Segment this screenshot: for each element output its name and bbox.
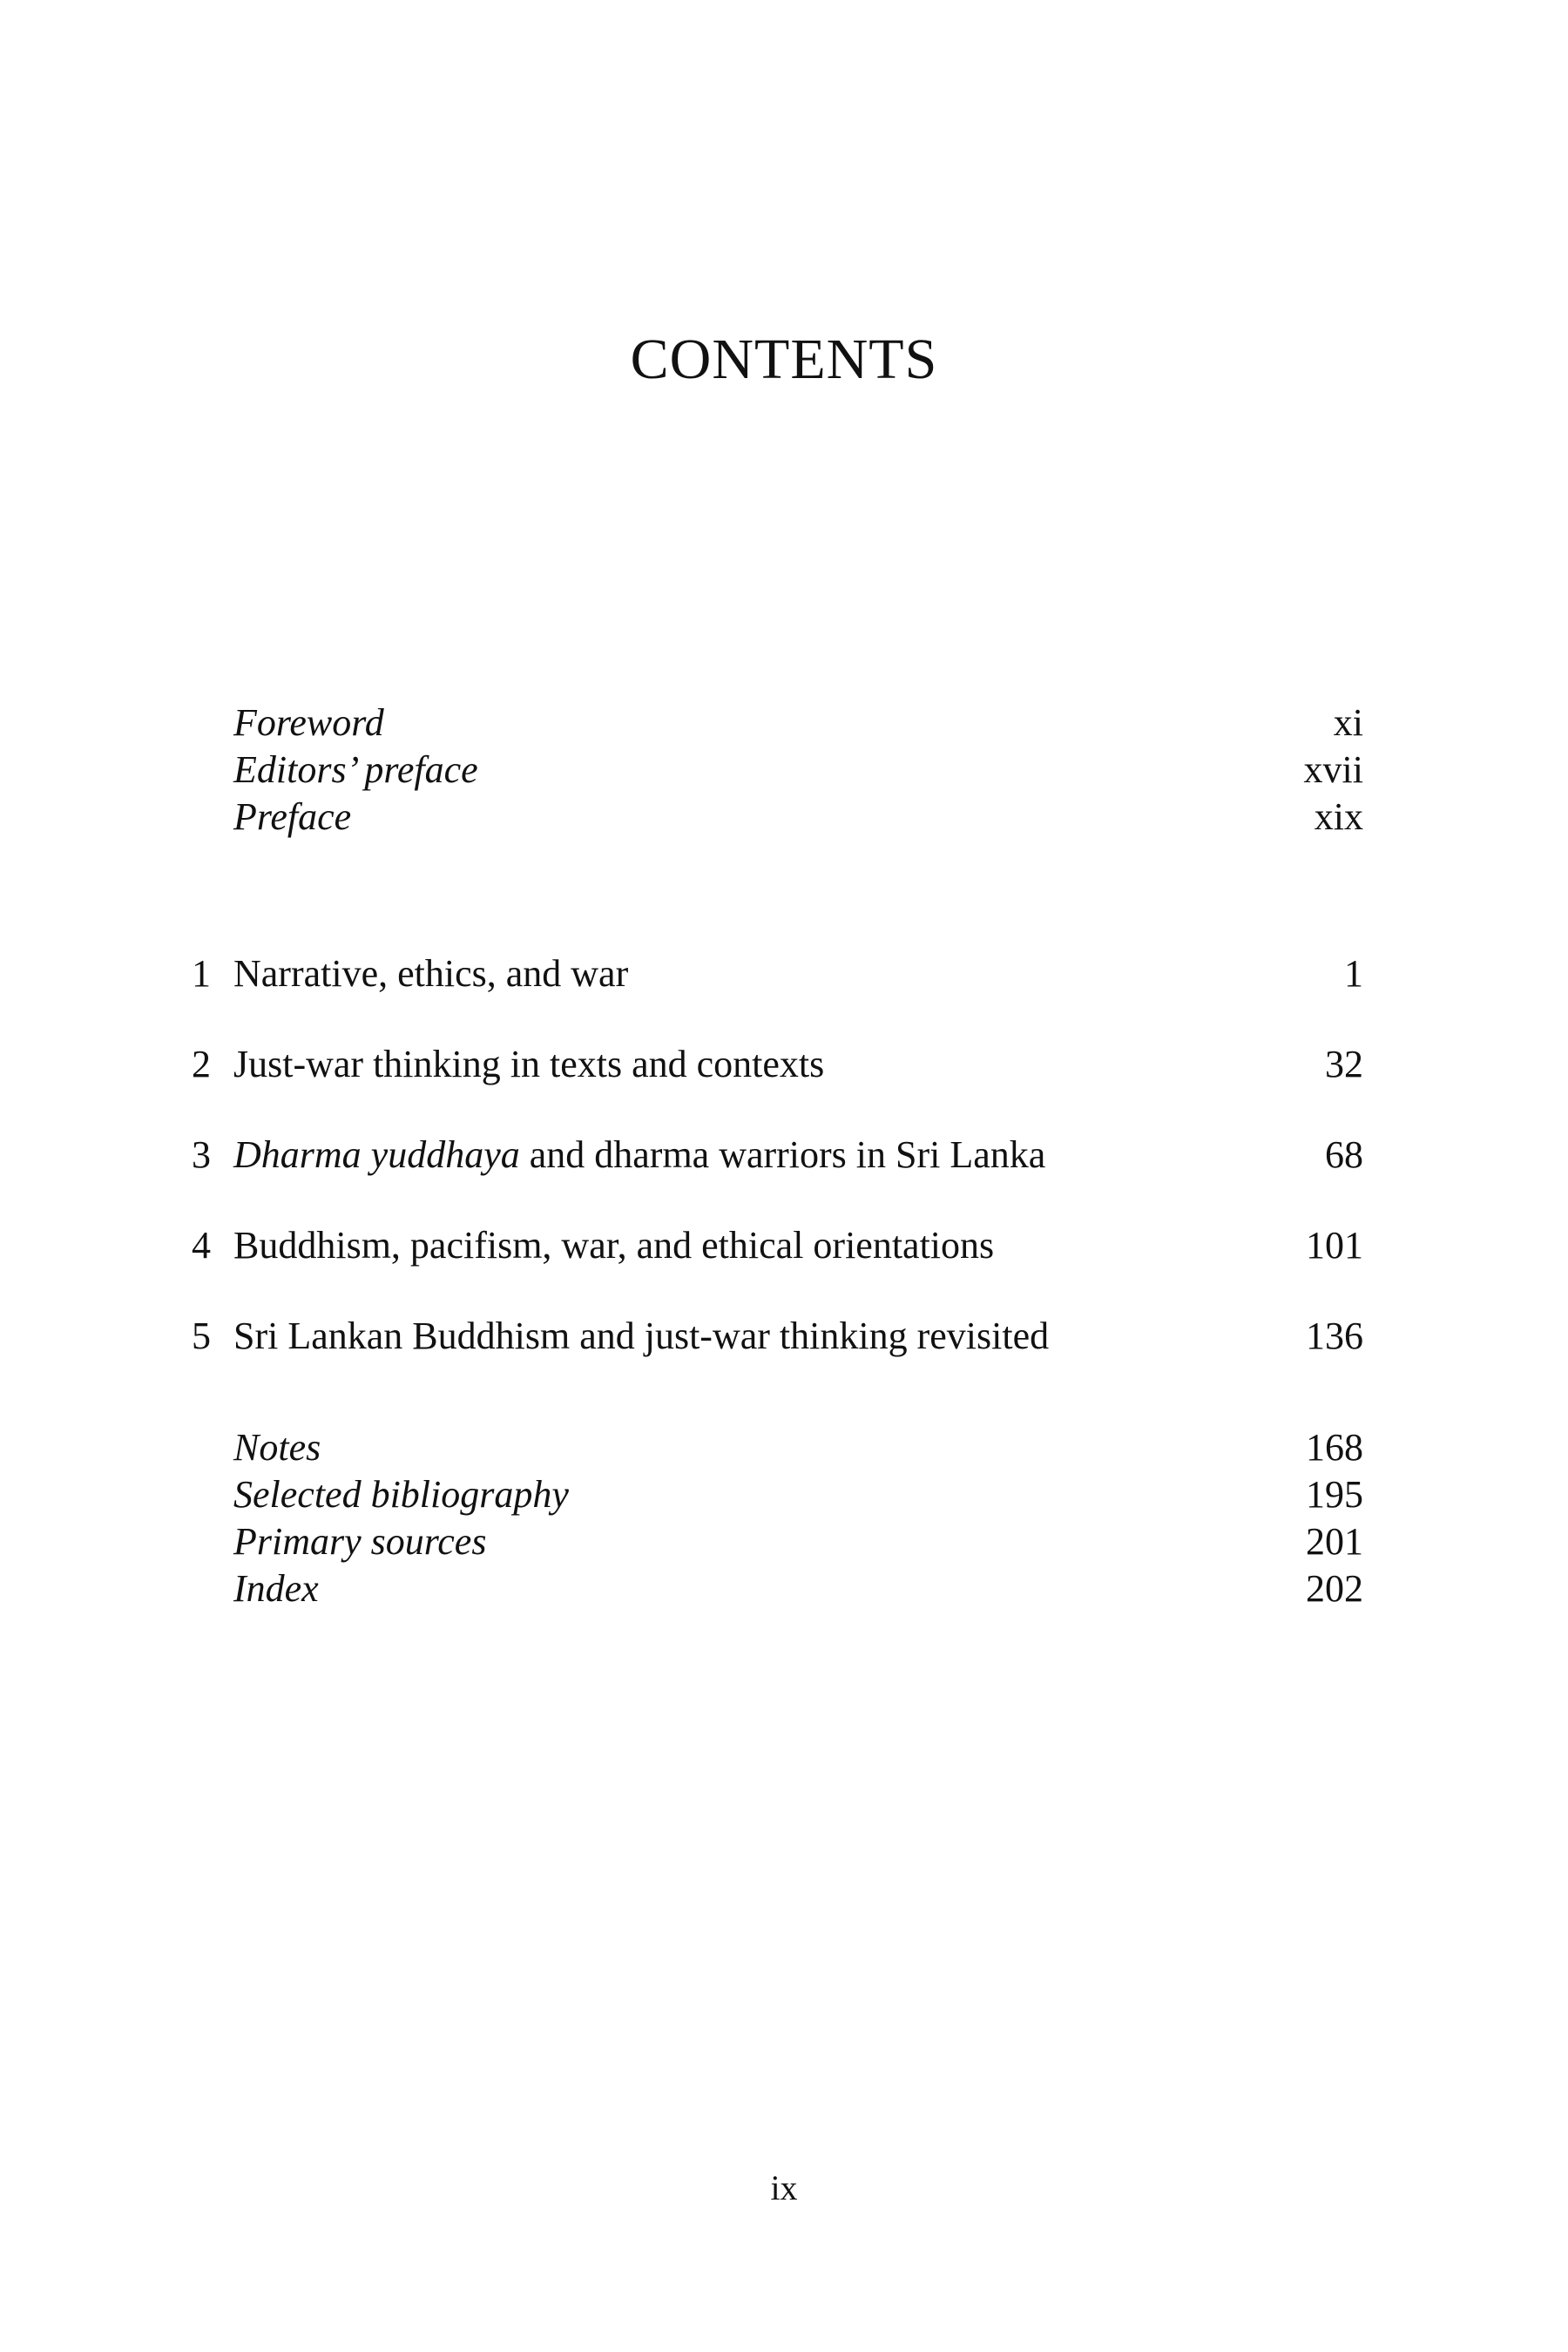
chapter-page: 68 [1325,1133,1363,1176]
toc-entry-selected-bibliography[interactable] [192,1470,1363,1519]
toc-chapter-4[interactable] [192,1221,1363,1270]
chapter-title-text: Just-war thinking in texts and contexts [233,1043,825,1085]
chapter-number: 3 [192,1133,211,1176]
chapter-title-text: Buddhism, pacifism, war, and ethical orientations [233,1224,995,1267]
chapter-number: 5 [192,1315,211,1357]
toc-entry-preface[interactable] [192,793,1363,841]
toc-entry-label: Notes [233,1426,321,1469]
toc-entry-label: Index [233,1567,319,1610]
chapter-title [233,1131,1045,1179]
page-number-folio: ix [770,2168,798,2207]
toc-entry-page: 202 [1306,1567,1363,1610]
toc-entry-primary-sources[interactable] [192,1517,1363,1566]
toc-entry-page: 195 [1306,1473,1363,1516]
toc-entry-page: 201 [1306,1520,1363,1563]
chapter-page: 32 [1325,1043,1363,1085]
toc-entry-index[interactable] [192,1565,1363,1613]
toc-entry-notes[interactable] [192,1423,1363,1472]
chapter-title-italic: Dharma yuddhaya [233,1133,520,1176]
chapter-title [233,1312,1049,1361]
toc-entry-label: Editors’ preface [233,748,478,791]
chapter-title-text: Narrative, ethics, and war [233,952,629,995]
toc-entry-page: 168 [1306,1426,1363,1469]
chapter-title [233,1221,994,1270]
toc-entry-label: Foreword [233,701,384,744]
toc-entry-label: Preface [233,795,352,838]
toc-chapter-5[interactable] [192,1312,1363,1361]
chapter-page: 136 [1306,1315,1363,1357]
chapter-number: 2 [192,1043,211,1085]
chapter-title [233,950,628,998]
chapter-title-text: Sri Lankan Buddhism and just-war thinking revisited [233,1315,1050,1357]
toc-entry-foreword[interactable] [192,699,1363,747]
chapter-number: 1 [192,952,211,995]
chapter-page: 101 [1306,1224,1363,1267]
chapter-title-text: and dharma warriors in Sri Lanka [519,1133,1046,1176]
toc-chapter-2[interactable] [192,1040,1363,1089]
page-title: CONTENTS [630,328,938,391]
chapter-number: 4 [192,1224,211,1267]
toc-entry-label: Selected bibliography [233,1473,569,1516]
toc-chapter-1[interactable] [192,950,1363,998]
toc-chapter-3[interactable] [192,1131,1363,1179]
toc-entry-page: xix [1314,795,1363,838]
toc-entry-page: xi [1333,701,1363,744]
toc-entry-page: xvii [1303,748,1363,791]
toc-entry-editors-preface[interactable] [192,746,1363,794]
chapter-page: 1 [1344,952,1363,995]
toc-entry-label: Primary sources [233,1520,487,1563]
chapter-title [233,1040,824,1089]
